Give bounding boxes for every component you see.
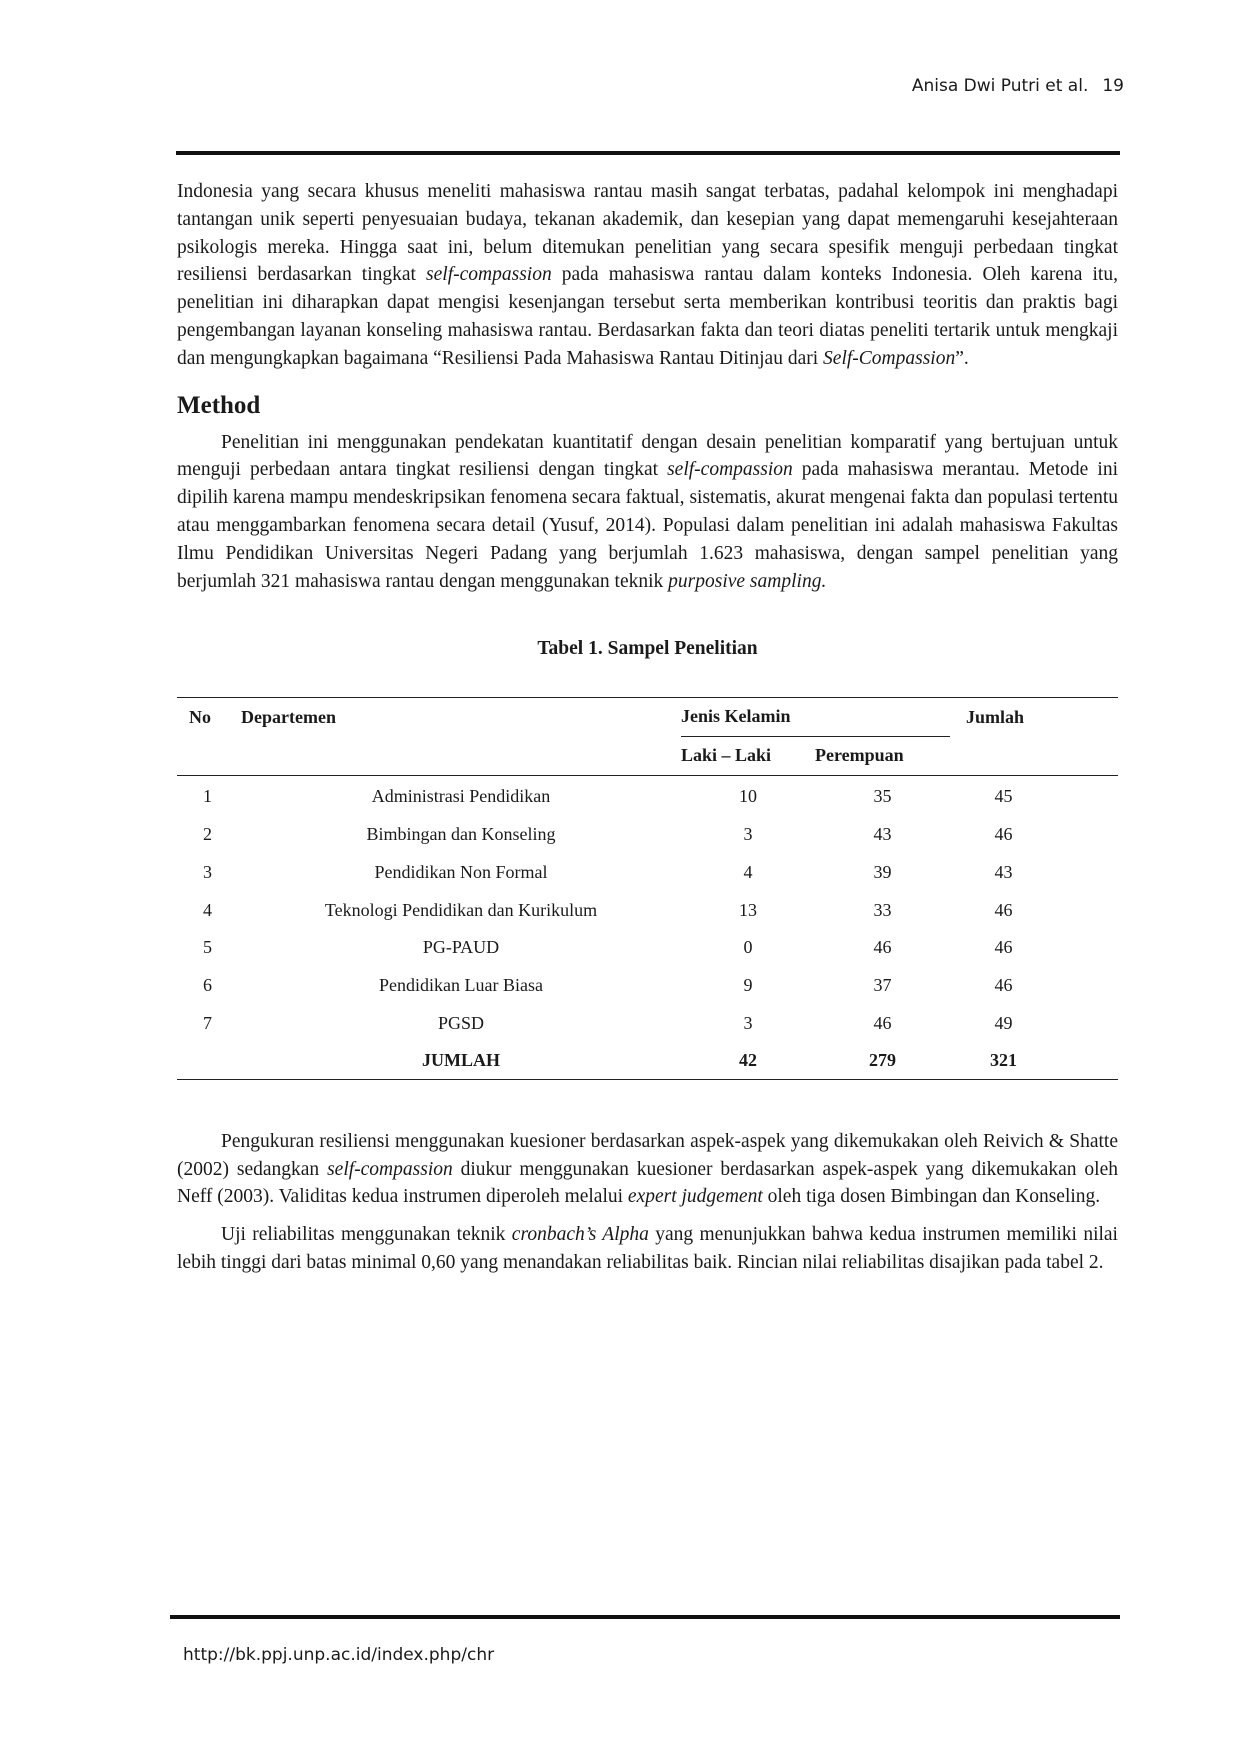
header-jenis-kelamin: Jenis Kelamin (681, 698, 950, 737)
total-jumlah: 321 (950, 1043, 1057, 1080)
table-header-row (177, 698, 1118, 737)
table-row: 1 Administrasi Pendidikan 10 35 45 (203, 786, 1013, 807)
post-table-section (177, 1128, 1118, 1277)
table-subheader-row (177, 737, 1118, 776)
intro-paragraph: Indonesia yang secara khusus meneliti mahasiswa rantau masih sangat terbatas, padahal kelompok ini menghadapi tantangan unik seperti penyesuaian budaya, tekanan akademik, dan kesepian yang dapat memengaruhi kesejahteraan psikologis mereka. Hingga saat ini, belum ditemukan penelitian yang secara spesifik menguji perbedaan tingkat resiliensi berdasarkan tingkat self-compassion pada mahasiswa rantau dalam konteks Indonesia. Oleh karena itu, penelitian ini diharapkan dapat mengisi kesenjangan tersebut serta memberikan kontribusi teoritis dan praktis bagi pengembangan layanan konseling mahasiswa rantau. Berdasarkan fakta dan teori diatas peneliti tertarik untuk mengkaji dan mengungkapkan bagaimana “Resiliensi Pada Mahasiswa Rantau Ditinjau dari Self-Compassion”. (177, 181, 1118, 369)
table-row: 5 PG-PAUD 0 46 46 (203, 937, 1013, 958)
header-departemen: Departemen (241, 698, 681, 737)
running-header (912, 76, 1124, 96)
header-perempuan: Perempuan (815, 737, 950, 776)
header-rule (176, 151, 1120, 155)
footer-rule (170, 1615, 1120, 1619)
footer-url[interactable]: http://bk.ppj.unp.ac.id/index.php/chr (183, 1645, 495, 1665)
page-number: 19 (1102, 76, 1124, 96)
table-row: 2 Bimbingan dan Konseling 3 43 46 (203, 823, 1013, 844)
table-row: 6 Pendidikan Luar Biasa 9 37 46 (203, 975, 1013, 996)
header-laki: Laki – Laki (681, 737, 815, 776)
page-body (177, 178, 1118, 1287)
reliability-paragraph: Uji reliabilitas menggunakan teknik cronbach’s Alpha yang menunjukkan bahwa kedua instrumen memiliki nilai lebih tinggi dari batas minimal 0,60 yang menandakan reliabilitas baik. Rincian nilai reliabilitas disajikan pada tabel 2. (177, 1224, 1118, 1273)
table-row: 7 PGSD 3 46 49 (203, 1012, 1013, 1033)
header-no: No (177, 698, 241, 737)
measurement-paragraph: Pengukuran resiliensi menggunakan kuesioner berdasarkan aspek-aspek yang dikemukakan oleh Reivich & Shatte (2002) sedangkan self-compassion diukur menggunakan kuesioner berdasarkan aspek-aspek yang dikemukakan oleh Neff (2003). Validitas kedua instrumen diperoleh melalui expert judgement oleh tiga dosen Bimbingan dan Konseling. (177, 1130, 1118, 1208)
method-paragraph: Penelitian ini menggunakan pendekatan kuantitatif dengan desain penelitian komparatif yang bertujuan untuk menguji perbedaan antara tingkat resiliensi dengan tingkat self-compassion pada mahasiswa merantau. Metode ini dipilih karena mampu mendeskripsikan fenomena secara faktual, sistematis, akurat mengenai fakta dan populasi tertentu atau menggambarkan fenomena secara detail (Yusuf, 2014). Populasi dalam penelitian ini adalah mahasiswa Fakultas Ilmu Pendidikan Universitas Negeri Padang yang berjumlah 1.623 mahasiswa, dengan sampel penelitian yang berjumlah 321 mahasiswa rantau dengan menggunakan teknik purposive sampling. (177, 431, 1118, 592)
table-total-row (177, 1043, 1118, 1080)
total-label: JUMLAH (241, 1043, 681, 1080)
method-heading: Method (177, 391, 261, 419)
total-laki: 42 (681, 1043, 815, 1080)
header-author: Anisa Dwi Putri et al. (911, 76, 1089, 96)
sample-table (177, 697, 1118, 1080)
header-jumlah: Jumlah (950, 698, 1118, 737)
table-row: 3 Pendidikan Non Formal 4 39 43 (203, 861, 1013, 882)
total-perempuan: 279 (815, 1043, 950, 1080)
table-caption: Tabel 1. Sampel Penelitian (537, 638, 758, 660)
table-row: 4 Teknologi Pendidikan dan Kurikulum 13 33 46 (203, 899, 1013, 920)
